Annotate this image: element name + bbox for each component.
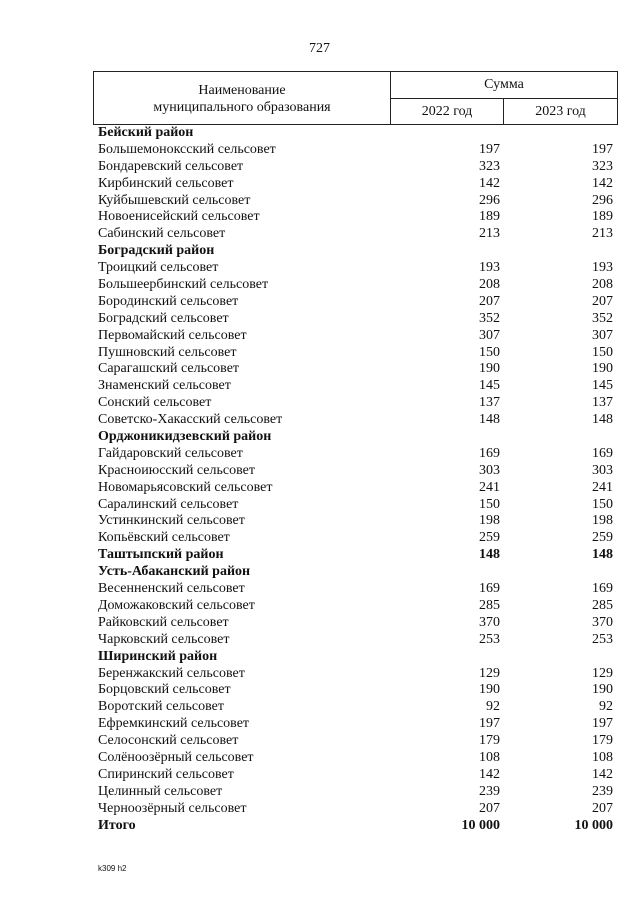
row-name: Большеербинский сельсовет <box>98 277 269 293</box>
row-value-2022: 129 <box>479 665 500 681</box>
row-value-2023: 296 <box>592 192 613 208</box>
table-row-section <box>0 649 639 666</box>
table-row <box>0 209 639 226</box>
row-name: Гайдаровский сельсовет <box>98 445 243 461</box>
table-header <box>93 71 618 125</box>
table-row <box>0 294 639 311</box>
row-value-2023: 352 <box>592 310 613 326</box>
row-value-2022: 198 <box>479 513 500 529</box>
table-row <box>0 497 639 514</box>
row-name: Усть-Абаканский район <box>98 564 251 580</box>
header-name-line1: Наименование <box>198 83 286 98</box>
row-value-2022: 253 <box>479 631 500 647</box>
table-row <box>0 277 639 294</box>
footer-code: k309 h2 <box>98 864 127 873</box>
row-name: Спиринский сельсовет <box>98 766 234 782</box>
row-value-2023: 145 <box>592 378 613 394</box>
row-value-2022: 108 <box>479 749 500 765</box>
row-name: Устинкинский сельсовет <box>98 513 245 529</box>
row-name: Воротский сельсовет <box>98 699 224 715</box>
row-name: Райковский сельсовет <box>98 614 229 630</box>
table-row <box>0 750 639 767</box>
header-name-column <box>94 72 391 124</box>
table-row <box>0 733 639 750</box>
table-row-section <box>0 429 639 446</box>
row-name: Кирбинский сельсовет <box>98 175 234 191</box>
row-value-2022: 207 <box>479 800 500 816</box>
row-value-2022: 303 <box>479 462 500 478</box>
row-value-2023: 197 <box>592 716 613 732</box>
row-name: Новоенисейский сельсовет <box>98 209 260 225</box>
row-value-2023: 142 <box>592 766 613 782</box>
row-name: Итого <box>98 817 136 833</box>
row-value-2023: 148 <box>592 547 613 563</box>
row-name: Бородинский сельсовет <box>98 293 239 309</box>
row-name: Орджоникидзевский район <box>98 429 272 445</box>
row-name: Куйбышевский сельсовет <box>98 192 251 208</box>
header-year-2022: 2022 год <box>391 99 504 124</box>
row-value-2023: 148 <box>592 412 613 428</box>
row-name: Новомарьясовский сельсовет <box>98 479 273 495</box>
row-value-2023: 207 <box>592 800 613 816</box>
table-row <box>0 328 639 345</box>
row-value-2023: 179 <box>592 733 613 749</box>
table-row <box>0 412 639 429</box>
row-value-2022: 142 <box>479 766 500 782</box>
row-value-2022: 207 <box>479 293 500 309</box>
row-value-2023: 169 <box>592 581 613 597</box>
row-value-2022: 92 <box>486 699 500 715</box>
row-name: Весенненский сельсовет <box>98 581 245 597</box>
row-name: Большемоноксский сельсовет <box>98 141 276 157</box>
row-value-2022: 197 <box>479 141 500 157</box>
row-value-2022: 208 <box>479 277 500 293</box>
row-value-2023: 259 <box>592 530 613 546</box>
row-name: Ефремкинский сельсовет <box>98 716 250 732</box>
row-value-2023: 208 <box>592 277 613 293</box>
table-row <box>0 767 639 784</box>
row-value-2022: 145 <box>479 378 500 394</box>
row-value-2022: 189 <box>479 209 500 225</box>
table-row <box>0 446 639 463</box>
row-name: Саралинский сельсовет <box>98 496 239 512</box>
row-value-2022: 169 <box>479 581 500 597</box>
table-row <box>0 632 639 649</box>
row-name: Сонский сельсовет <box>98 395 212 411</box>
row-value-2023: 303 <box>592 462 613 478</box>
row-name: Знаменский сельсовет <box>98 378 231 394</box>
row-name: Ширинский район <box>98 648 218 664</box>
table-row <box>0 699 639 716</box>
row-value-2023: 323 <box>592 158 613 174</box>
table-row <box>0 378 639 395</box>
row-value-2022: 169 <box>479 445 500 461</box>
table-row <box>0 361 639 378</box>
row-value-2022: 179 <box>479 733 500 749</box>
row-value-2023: 307 <box>592 327 613 343</box>
row-value-2022: 150 <box>479 344 500 360</box>
row-value-2023: 169 <box>592 445 613 461</box>
table-row <box>0 311 639 328</box>
row-name: Сабинский сельсовет <box>98 226 226 242</box>
table-row <box>0 159 639 176</box>
table-row-section <box>0 547 639 564</box>
table-row <box>0 193 639 210</box>
row-value-2023: 193 <box>592 260 613 276</box>
row-value-2022: 150 <box>479 496 500 512</box>
row-value-2023: 108 <box>592 749 613 765</box>
row-value-2022: 193 <box>479 260 500 276</box>
row-value-2022: 148 <box>479 547 500 563</box>
row-value-2022: 285 <box>479 597 500 613</box>
row-value-2023: 142 <box>592 175 613 191</box>
row-value-2022: 239 <box>479 783 500 799</box>
row-value-2022: 213 <box>479 226 500 242</box>
table-body <box>0 125 639 834</box>
table-row <box>0 395 639 412</box>
row-name: Солёноозёрный сельсовет <box>98 749 254 765</box>
table-row <box>0 142 639 159</box>
header-sum: Сумма <box>391 72 617 99</box>
row-value-2023: 10 000 <box>574 817 613 833</box>
row-value-2022: 352 <box>479 310 500 326</box>
row-value-2023: 189 <box>592 209 613 225</box>
table-row <box>0 513 639 530</box>
row-value-2023: 129 <box>592 665 613 681</box>
row-name: Таштыпский район <box>98 547 224 563</box>
row-name: Чарковский сельсовет <box>98 631 230 647</box>
row-name: Борцовский сельсовет <box>98 682 231 698</box>
row-name: Селосонский сельсовет <box>98 733 239 749</box>
row-value-2022: 197 <box>479 716 500 732</box>
row-value-2023: 207 <box>592 293 613 309</box>
row-value-2023: 370 <box>592 614 613 630</box>
row-name: Советско-Хакасский сельсовет <box>98 412 283 428</box>
row-value-2023: 213 <box>592 226 613 242</box>
table-row <box>0 480 639 497</box>
row-value-2022: 370 <box>479 614 500 630</box>
table-row-section <box>0 564 639 581</box>
row-value-2022: 296 <box>479 192 500 208</box>
row-name: Боградский район <box>98 243 215 259</box>
table-row <box>0 615 639 632</box>
row-name: Троицкий сельсовет <box>98 260 219 276</box>
page-number: 727 <box>309 41 330 56</box>
row-name: Красноиюсский сельсовет <box>98 462 255 478</box>
row-name: Доможаковский сельсовет <box>98 597 255 613</box>
row-name: Боградский сельсовет <box>98 310 229 326</box>
row-value-2023: 285 <box>592 597 613 613</box>
table-row <box>0 784 639 801</box>
table-row <box>0 226 639 243</box>
table-row <box>0 530 639 547</box>
table-row <box>0 260 639 277</box>
row-name: Первомайский сельсовет <box>98 327 247 343</box>
table-row <box>0 598 639 615</box>
table-row <box>0 345 639 362</box>
row-name: Сарагашский сельсовет <box>98 361 240 377</box>
table-row <box>0 801 639 818</box>
row-value-2023: 137 <box>592 395 613 411</box>
row-value-2023: 150 <box>592 344 613 360</box>
row-name: Копьёвский сельсовет <box>98 530 230 546</box>
table-row <box>0 716 639 733</box>
row-value-2023: 197 <box>592 141 613 157</box>
row-name: Бондаревский сельсовет <box>98 158 244 174</box>
row-name: Беренжакский сельсовет <box>98 665 245 681</box>
row-value-2023: 92 <box>599 699 613 715</box>
header-name-line2: муниципального образования <box>153 100 331 115</box>
row-value-2022: 142 <box>479 175 500 191</box>
table-row <box>0 682 639 699</box>
row-name: Пушновский сельсовет <box>98 344 237 360</box>
row-value-2022: 190 <box>479 361 500 377</box>
row-name: Черноозёрный сельсовет <box>98 800 247 816</box>
row-value-2023: 150 <box>592 496 613 512</box>
header-year-2023: 2023 год <box>535 104 586 119</box>
table-row <box>0 463 639 480</box>
table-row-section <box>0 243 639 260</box>
row-value-2023: 198 <box>592 513 613 529</box>
row-value-2022: 148 <box>479 412 500 428</box>
table-row-section <box>0 125 639 142</box>
row-value-2022: 241 <box>479 479 500 495</box>
row-value-2022: 259 <box>479 530 500 546</box>
row-value-2022: 10 000 <box>461 817 500 833</box>
row-value-2023: 190 <box>592 361 613 377</box>
table-row <box>0 581 639 598</box>
row-name: Целинный сельсовет <box>98 783 223 799</box>
row-value-2022: 137 <box>479 395 500 411</box>
row-value-2023: 241 <box>592 479 613 495</box>
table-row <box>0 666 639 683</box>
row-value-2022: 190 <box>479 682 500 698</box>
row-value-2022: 307 <box>479 327 500 343</box>
row-value-2023: 190 <box>592 682 613 698</box>
row-name: Бейский район <box>98 125 194 140</box>
table-row-section <box>0 818 639 835</box>
row-value-2023: 239 <box>592 783 613 799</box>
table-row <box>0 176 639 193</box>
row-value-2022: 323 <box>479 158 500 174</box>
row-value-2023: 253 <box>592 631 613 647</box>
